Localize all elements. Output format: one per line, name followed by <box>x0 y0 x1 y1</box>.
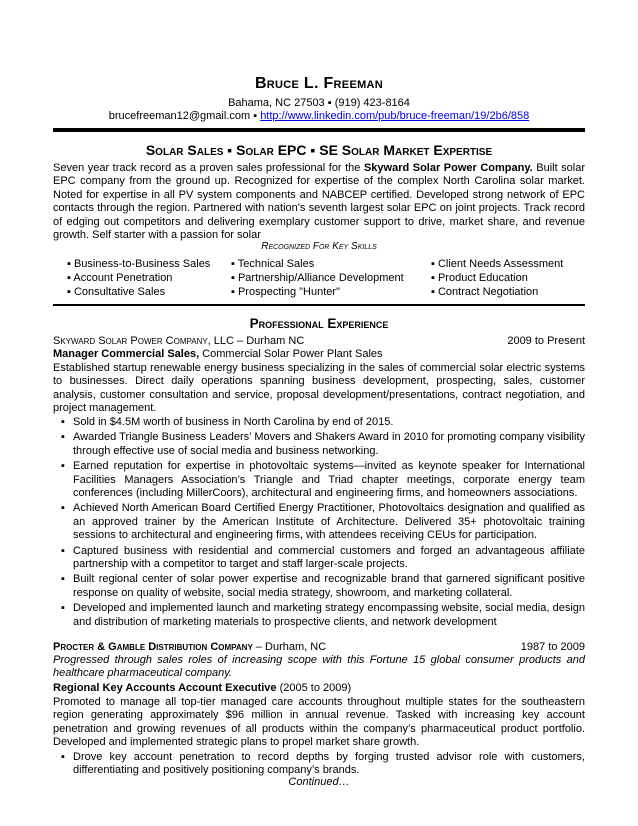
job2-location: – Durham, NC <box>252 641 327 653</box>
email-text: brucefreeman12@gmail.com <box>108 110 251 122</box>
job1-description: Established startup renewable energy business specializing in the sales of commercial solar electric systems to businesses. Direct daily operations spanning business development, prospecting, sales, customer analysis, customer consultation and service, proposal development/presentations, contract negotiation, and project management. <box>53 362 585 415</box>
experience-title: Professional Experience <box>249 316 389 331</box>
list-item: ▪ Awarded Triangle Business Leaders’ Movers and Shakers Award in 2010 for promoting company visibility through effective use of social media and business networking. <box>61 431 585 457</box>
contact-separator: ▪ <box>250 110 261 122</box>
job1-header <box>53 334 585 348</box>
job2-intro: Progressed through sales roles of increasing scope with this Fortune 15 global consumer products and healthcare pharmaceutical company. <box>53 654 585 680</box>
list-item: ▪ Achieved North American Board Certified Energy Practitioner, Photovoltaics designation and qualified as an approved trainer by the American Institute of Architecture. Delivered 35+ photovoltaic training sessions to architectural and engineering firms, with attendees receiving CEUs for participation. <box>61 502 585 542</box>
continued-note: Continued… <box>288 776 350 788</box>
skills-title: Recognized For Key Skills <box>261 241 377 252</box>
job2-title-suffix: (2005 to 2009) <box>276 682 352 694</box>
job1-location: – Durham NC <box>233 335 305 347</box>
skill-item: ▪ Account Penetration <box>67 272 173 284</box>
job2-title: Regional Key Accounts Account Executive <box>53 682 277 694</box>
list-item: ▪ Sold in $4.5M worth of business in North Carolina by end of 2015. <box>61 416 394 428</box>
list-item: ▪ Drove key account penetration to record depths by forging trusted advisor role with customers, differentiating and positively positioning company’s brands. <box>61 751 585 777</box>
skill-item: ▪ Business-to-Business Sales <box>67 258 211 270</box>
skill-item: ▪ Client Needs Assessment <box>431 258 564 270</box>
skills-column-1 <box>67 257 210 299</box>
job1-title: Manager Commercial Sales, <box>53 348 200 360</box>
list-item: ▪ Earned reputation for expertise in photovoltaic systems—invited as keynote speaker for International Facilities Managers Association’s Triangle and Triad chapter meetings, corporate energy team conferences (including MillerCoors), architectural and engineering firms, and homeowners associations. <box>61 460 585 500</box>
skill-item: ▪ Consultative Sales <box>67 286 166 298</box>
skills-column-2 <box>231 257 404 299</box>
job2-header <box>53 640 585 654</box>
candidate-name: Bruce L. Freeman <box>254 75 384 92</box>
skill-item: ▪ Contract Negotiation <box>431 286 539 298</box>
skills-column-3 <box>431 257 563 299</box>
list-item: ▪ Built regional center of solar power expertise and recognizable brand that garnered significant positive response on quality of website, social media strategy, showroom, and marketing collateral. <box>61 573 585 599</box>
job1-company: Skyward Solar Power Company, LLC <box>53 335 234 347</box>
job2-dates: 1987 to 2009 <box>520 641 585 653</box>
job2-company: Procter & Gamble Distribution Company <box>53 641 253 653</box>
job1-title-suffix: Commercial Solar Power Plant Sales <box>199 348 383 360</box>
address-line: Bahama, NC 27503 ▪ (919) 423-8164 <box>228 97 410 109</box>
summary-company: Skyward Solar Power Company. <box>363 162 533 174</box>
summary-post: Built solar EPC company from the ground up. Recognized for expertise of the complex North Carolina solar market. Noted for expertise in all PV system components and NABCEP certified. Developed strong network of EPC contacts through the region. Partnered with nation's seventh largest solar EPC on joint projects. Track record of edging out competitors and delivering exemplary customer support to drive, market share, and revenue growth. Self starter with a passion for solar <box>53 162 586 242</box>
summary-pre: Seven year track record as a proven sales professional for the <box>53 162 364 174</box>
headline: Solar Sales ▪ Solar EPC ▪ SE Solar Market Expertise <box>145 142 493 158</box>
skill-item: ▪ Partnership/Alliance Development <box>231 272 404 284</box>
skill-item: ▪ Prospecting "Hunter" <box>231 286 340 298</box>
header-divider <box>53 128 585 132</box>
list-item: ▪ Developed and implemented launch and marketing strategy encompassing website, social media, design and distribution of marketing materials to prospective clients, and network development <box>61 602 585 628</box>
contact-line <box>53 110 585 122</box>
summary-paragraph <box>53 162 585 242</box>
linkedin-link[interactable]: http://www.linkedin.com/pub/bruce-freeman/19/2b6/858 <box>260 110 530 122</box>
job1-bullets <box>53 416 585 631</box>
section-divider <box>53 304 585 306</box>
skill-item: ▪ Technical Sales <box>231 258 315 270</box>
job1-title-row <box>53 347 585 361</box>
job2-description: Promoted to manage all top-tier managed care accounts throughout multiple states for the southeastern region generating approximately $96 million in annual revenue. Tasked with increasing key account penetration and growing revenues of all products within the company’s pharmaceutical product portfolio. Developed and implemented strategic plans to propel market share growth. <box>53 696 585 749</box>
job1-dates: 2009 to Present <box>507 335 585 347</box>
job2-title-row <box>53 681 585 695</box>
skill-item: ▪ Product Education <box>431 272 528 284</box>
list-item: ▪ Captured business with residential and commercial customers and forged an advantageous affiliate partnership with a competitor to target and staff larger-scale projects. <box>61 544 585 571</box>
